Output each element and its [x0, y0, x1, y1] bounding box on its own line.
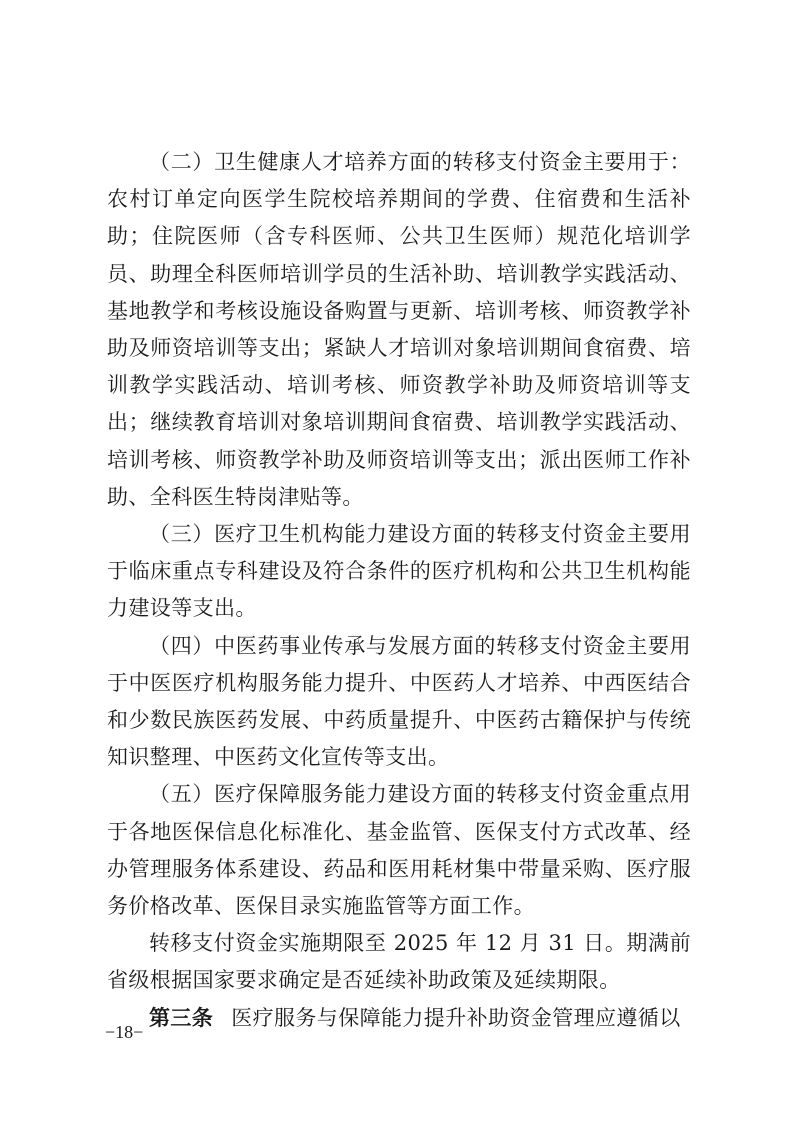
paragraph-medical-insurance: （五）医疗保障服务能力建设方面的转移支付资金重点用于各地医保信息化标准化、基金监管、医保支付方式改革、经办管理服务体系建设、药品和医用耗材集中带量采购、医疗服务价格改革、医保目录实施监管等方面工作。 [107, 782, 691, 919]
paragraph-article-three [107, 1000, 691, 1037]
paragraph-talent-training: （二）卫生健康人才培养方面的转移支付资金主要用于：农村订单定向医学生院校培养期间的学费、住宿费和生活补助；住院医师（含专科医师、公共卫生医师）规范化培训学员、助理全科医师培训学员的生活补助、培训教学实践活动、基地教学和考核设施设备购置与更新、培训考核、师资教学补助及师资培训等支出；紧缺人才培训对象培训期间食宿费、培训教学实践活动、培训考核、师资教学补助及师资培训等支出；继续教育培训对象培训期间食宿费、培训教学实践活动、培训考核、师资教学补助及师资培训等支出；派出医师工作补助、全科医生特岗津贴等。 [107, 150, 691, 509]
paragraph-implementation-period: 转移支付资金实施期限至 2025 年 12 月 31 日。期满前省级根据国家要求确定是否延续补助政策及延续期限。 [107, 931, 691, 993]
document-body [107, 144, 691, 1037]
page-number: −18− [105, 1022, 144, 1042]
article-heading: 第三条 [149, 1005, 214, 1030]
paragraph-tcm-development: （四）中医药事业传承与发展方面的转移支付资金主要用于中医医疗机构服务能力提升、中医药人才培养、中西医结合和少数民族医药发展、中药质量提升、中医药古籍保护与传统知识整理、中医药文化宣传等支出。 [107, 633, 691, 770]
paragraph-institution-capacity: （三）医疗卫生机构能力建设方面的转移支付资金主要用于临床重点专科建设及符合条件的医疗机构和公共卫生机构能力建设等支出。 [107, 522, 691, 621]
article-text: 医疗服务与保障能力提升补助资金管理应遵循以 [231, 1005, 681, 1030]
